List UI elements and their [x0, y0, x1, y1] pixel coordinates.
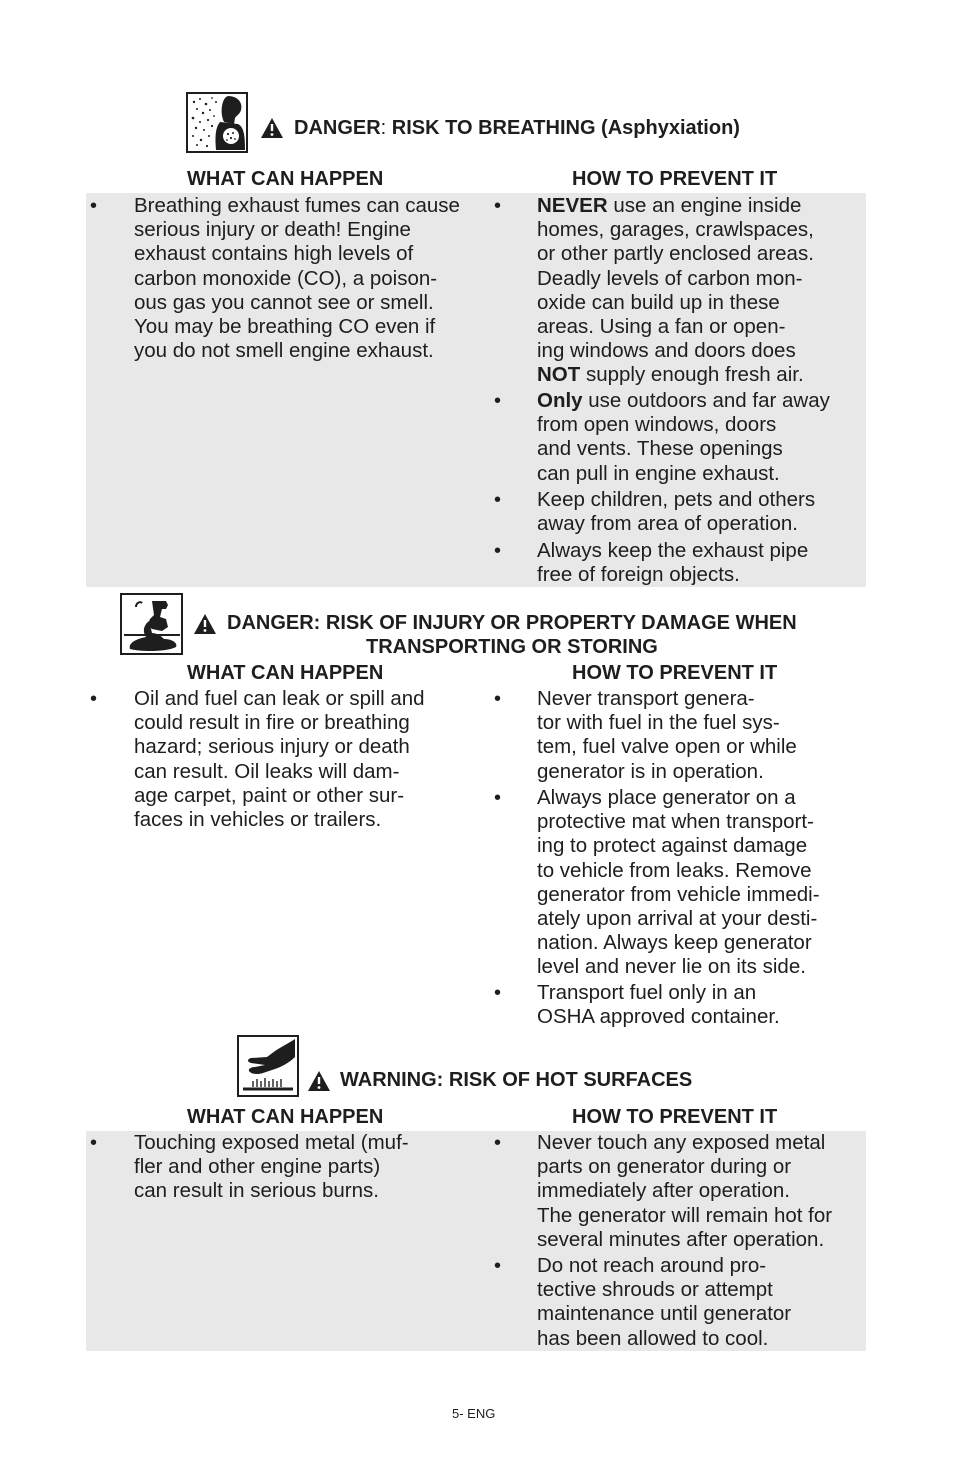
prevent-text: Always place generator on a protective mat when transport- ing to protect against damage to vehicle from leaks. Remove generator from vehicle immedi- ately upon arrival at your desti- nation. Always keep generator level and never lie on its side. [537, 786, 820, 979]
what-can-happen-header: WHAT CAN HAPPEN [187, 168, 384, 190]
section-title-hot-surfaces: WARNING: RISK OF HOT SURFACES [340, 1069, 693, 1091]
bullet: • [494, 982, 502, 1004]
hot-surface-hand-icon [237, 1035, 299, 1097]
section-title-transport-line2: TRANSPORTING OR STORING [366, 636, 658, 658]
prevent-text-body: supply enough fresh air. [580, 363, 804, 387]
section-title-transport-line1: DANGER: RISK OF INJURY OR PROPERTY DAMAGE WHEN [227, 612, 797, 634]
prevent-text: Transport fuel only in an OSHA approved container. [537, 981, 780, 1029]
bullet: • [494, 390, 502, 412]
happen-text: Oil and fuel can leak or spill and could result in fire or breathing hazard; serious injury or death can result. Oil leaks will dam- age carpet, paint or other sur- faces in vehicles or trailers. [134, 687, 425, 832]
what-can-happen-header: WHAT CAN HAPPEN [187, 662, 384, 684]
prevent-text: Never touch any exposed metal parts on generator during or immediately after operation. The generator will remain hot for several minutes after operation. [537, 1131, 833, 1251]
warning-triangle-icon [193, 612, 217, 636]
prevent-text: Do not reach around pro- tective shrouds or attempt maintenance until generator has been allowed to cool. [537, 1254, 792, 1350]
page-number: 5- ENG [452, 1406, 496, 1421]
warning-triangle-icon [307, 1069, 331, 1093]
bullet: • [90, 195, 98, 217]
prevent-text-body: use outdoors and far away from open windows, doors and vents. These openings can pull in engine exhaust. [537, 389, 830, 485]
warning-triangle-icon [260, 116, 284, 140]
fuel-spill-icon [120, 593, 183, 655]
bullet: • [494, 787, 502, 809]
emphasis: NEVER [537, 194, 608, 217]
prevent-text-body: use an engine inside homes, garages, crawlspaces, or other partly enclosed areas. Deadly levels of carbon mon- oxide can build up in these areas. Using a fan or open- ing windows and doors does [537, 194, 814, 363]
title-rest: RISK TO BREATHING (Asphyxiation) [386, 117, 740, 139]
bullet: • [494, 489, 502, 511]
how-to-prevent-header: HOW TO PREVENT IT [572, 662, 778, 684]
bullet: • [90, 1132, 98, 1154]
prevent-text [537, 389, 830, 486]
happen-text: Breathing exhaust fumes can cause serious injury or death! Engine exhaust contains high levels of carbon monoxide (CO), a poison- ous gas you cannot see or smell. You may be breathing CO even if you do not smell engine exhaust. [134, 194, 460, 363]
exhaust-fumes-icon [186, 92, 248, 153]
section-title-breathing [294, 116, 740, 140]
what-can-happen-header: WHAT CAN HAPPEN [187, 1106, 384, 1128]
prevent-text: Always keep the exhaust pipe free of foreign objects. [537, 539, 809, 587]
bullet: • [494, 688, 502, 710]
bullet: • [494, 195, 502, 217]
prevent-text: Keep children, pets and others away from area of operation. [537, 488, 816, 536]
bullet: • [494, 1132, 502, 1154]
bullet: • [90, 688, 98, 710]
emphasis: NOT [537, 363, 581, 387]
how-to-prevent-header: HOW TO PREVENT IT [572, 168, 778, 190]
how-to-prevent-header: HOW TO PREVENT IT [572, 1106, 778, 1128]
prevent-text: Never transport genera- tor with fuel in the fuel sys- tem, fuel valve open or while generator is in operation. [537, 687, 797, 783]
prevent-text [537, 194, 814, 388]
happen-text: Touching exposed metal (muf- fler and other engine parts) can result in serious burns. [134, 1131, 409, 1203]
title-sep: : [380, 117, 387, 139]
bullet: • [494, 540, 502, 562]
emphasis: Only [537, 389, 583, 412]
bullet: • [494, 1255, 502, 1277]
title-prefix: DANGER [294, 117, 381, 139]
